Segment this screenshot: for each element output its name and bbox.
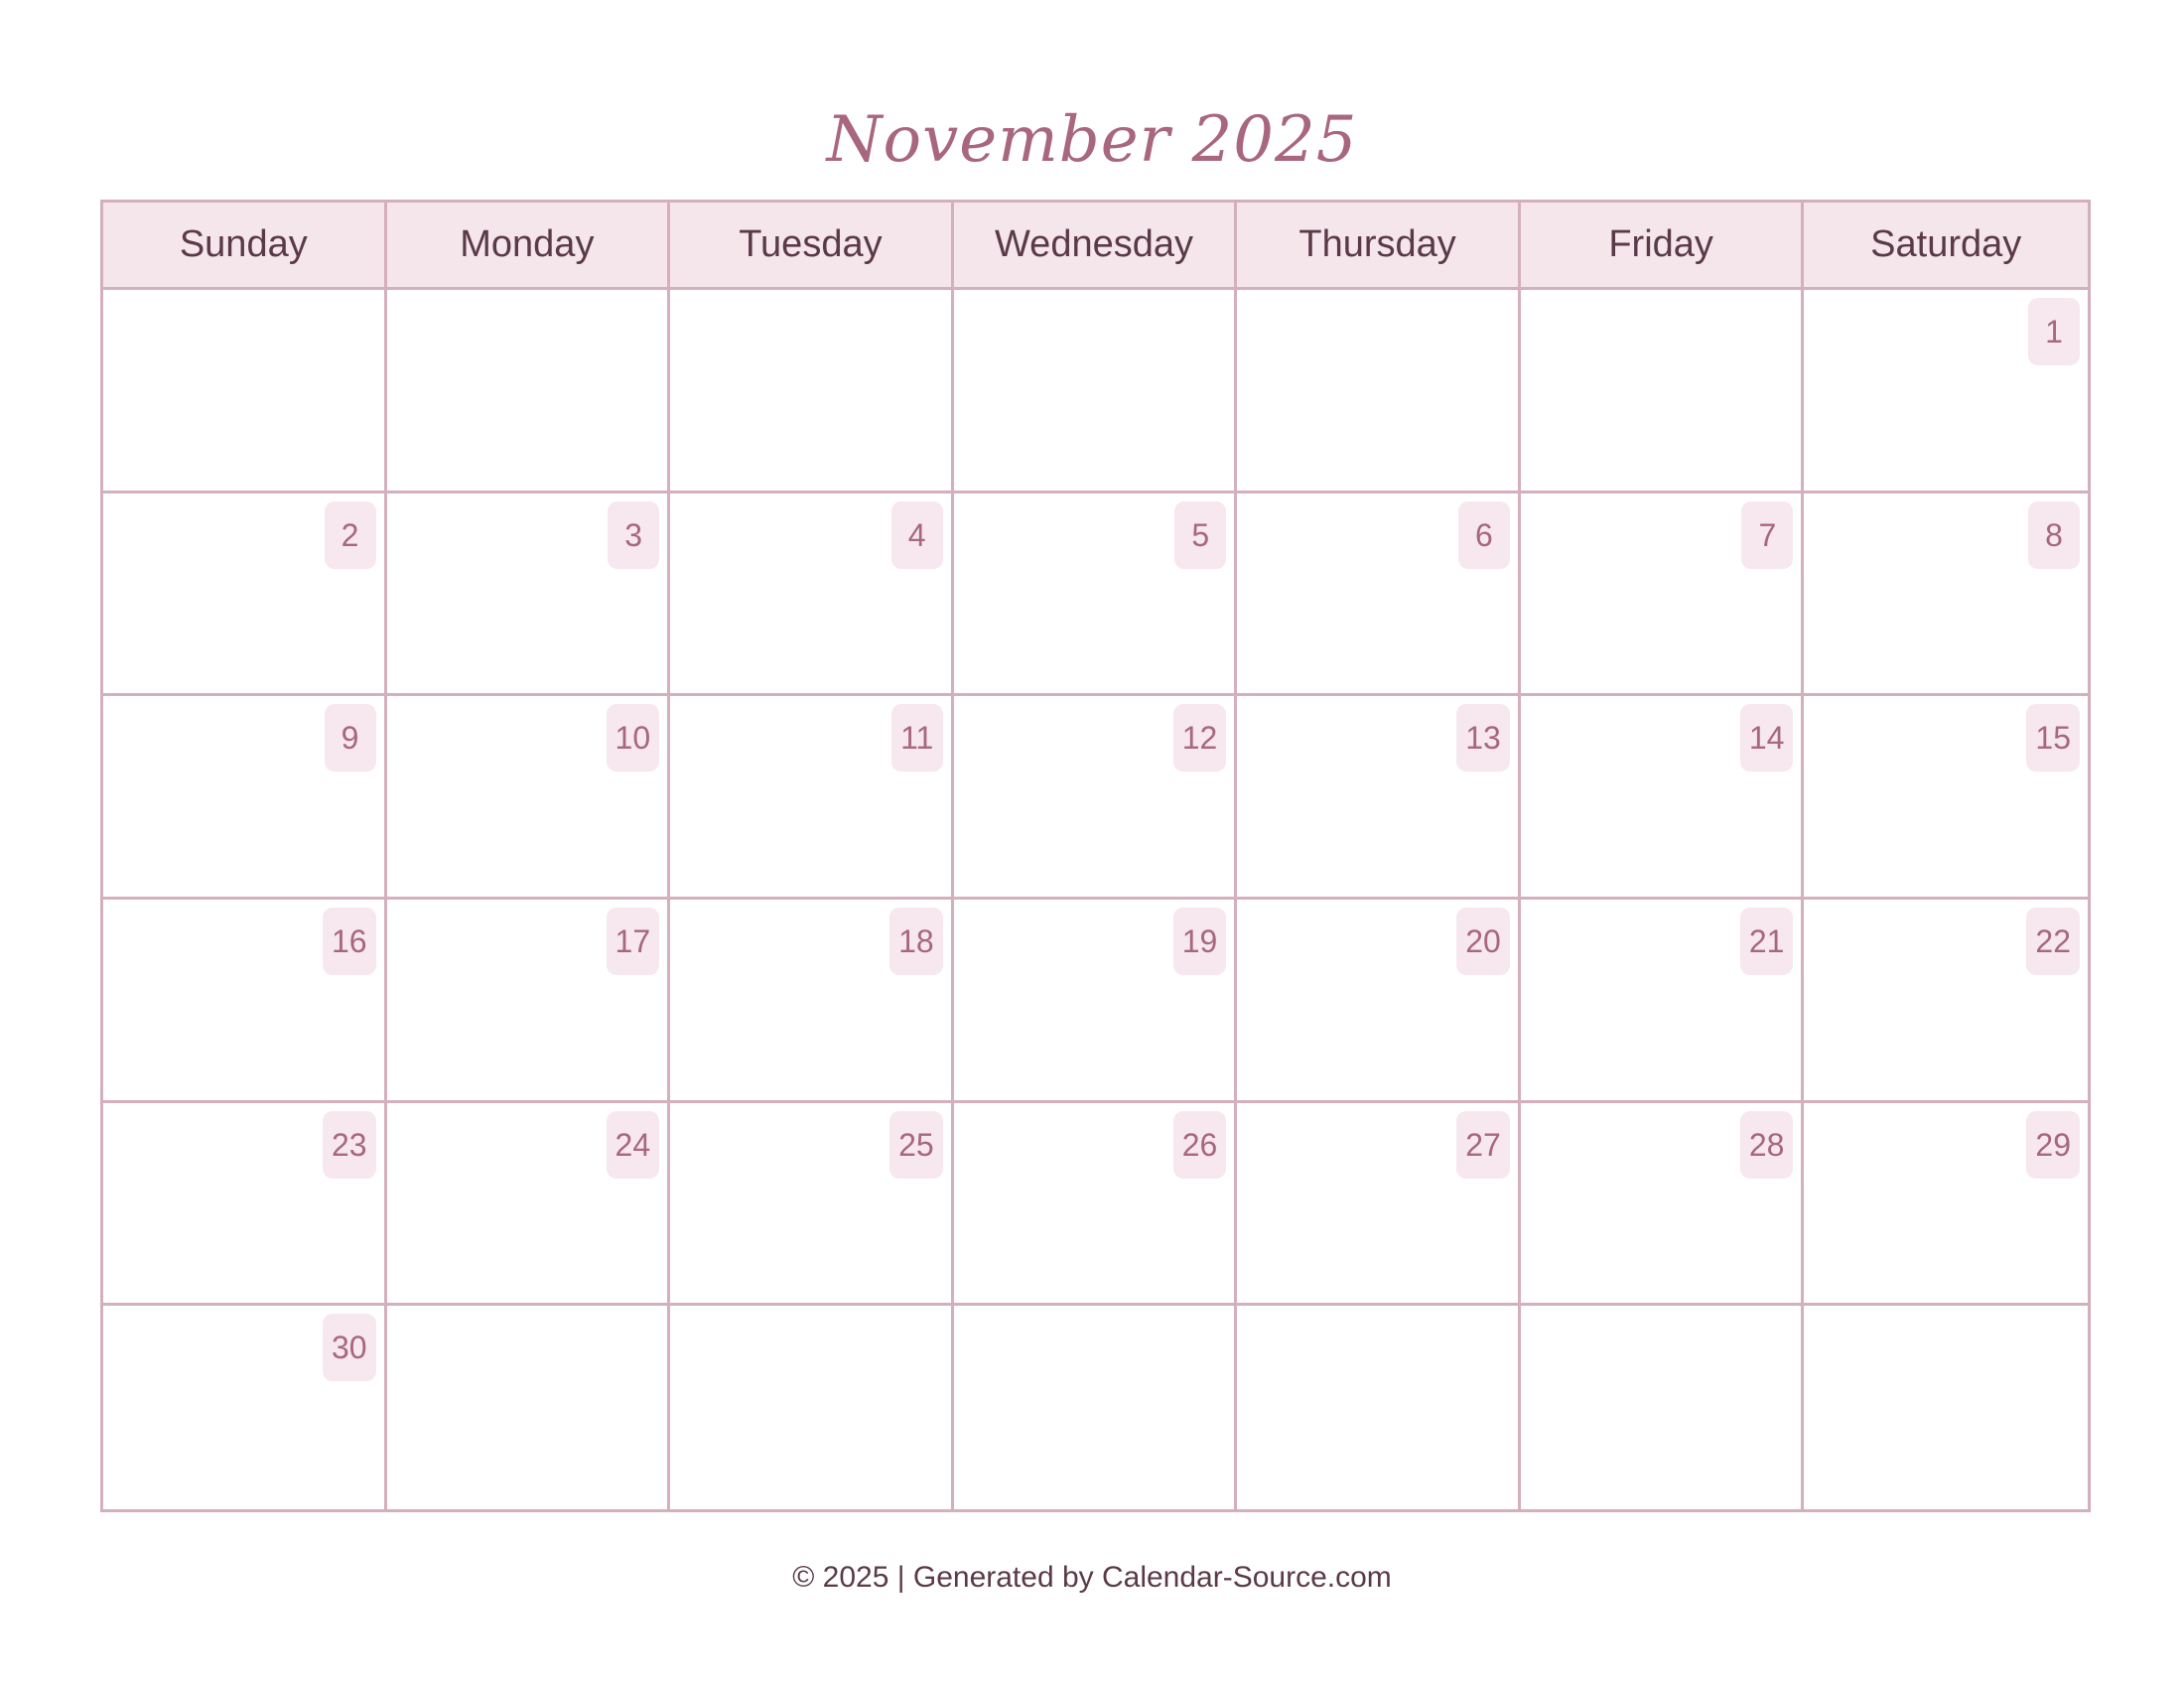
- day-number: 12: [1173, 704, 1227, 772]
- weekday-header-friday: Friday: [1521, 203, 1805, 290]
- empty-day-cell: [103, 290, 387, 493]
- day-cell-30: [103, 1306, 387, 1509]
- day-number: 23: [323, 1111, 376, 1179]
- day-cell-7: [1521, 493, 1805, 697]
- day-cell-5: [954, 493, 1238, 697]
- day-cell-27: [1237, 1103, 1521, 1307]
- day-number: 4: [891, 501, 943, 569]
- empty-day-cell: [1804, 1306, 2088, 1509]
- day-cell-17: [387, 900, 671, 1103]
- empty-day-cell: [1237, 1306, 1521, 1509]
- day-number: 19: [1173, 908, 1227, 975]
- day-number: 7: [1741, 501, 1793, 569]
- day-number: 15: [2026, 704, 2080, 772]
- day-number: 2: [325, 501, 376, 569]
- empty-day-cell: [670, 290, 954, 493]
- day-cell-29: [1804, 1103, 2088, 1307]
- day-number: 9: [325, 704, 376, 772]
- weekday-header-sunday: Sunday: [103, 203, 387, 290]
- day-cell-4: [670, 493, 954, 697]
- day-number: 6: [1458, 501, 1510, 569]
- day-cell-14: [1521, 696, 1805, 900]
- day-number: 28: [1740, 1111, 1794, 1179]
- day-cell-28: [1521, 1103, 1805, 1307]
- day-cell-18: [670, 900, 954, 1103]
- day-cell-6: [1237, 493, 1521, 697]
- day-number: 1: [2028, 298, 2080, 365]
- day-cell-11: [670, 696, 954, 900]
- day-number: 29: [2026, 1111, 2080, 1179]
- empty-day-cell: [1521, 290, 1805, 493]
- empty-day-cell: [954, 290, 1238, 493]
- day-number: 27: [1456, 1111, 1510, 1179]
- day-number: 26: [1173, 1111, 1227, 1179]
- day-cell-3: [387, 493, 671, 697]
- day-cell-1: [1804, 290, 2088, 493]
- day-number: 22: [2026, 908, 2080, 975]
- day-number: 17: [607, 908, 660, 975]
- day-cell-25: [670, 1103, 954, 1307]
- footer-credit: © 2025 | Generated by Calendar-Source.com: [792, 1561, 1392, 1594]
- weekday-header-wednesday: Wednesday: [954, 203, 1238, 290]
- weekday-header-tuesday: Tuesday: [670, 203, 954, 290]
- calendar-title: November 2025: [826, 103, 1358, 177]
- empty-day-cell: [954, 1306, 1238, 1509]
- day-number: 16: [323, 908, 376, 975]
- day-cell-13: [1237, 696, 1521, 900]
- day-cell-8: [1804, 493, 2088, 697]
- day-cell-21: [1521, 900, 1805, 1103]
- day-cell-19: [954, 900, 1238, 1103]
- day-number: 8: [2028, 501, 2080, 569]
- day-cell-23: [103, 1103, 387, 1307]
- day-number: 21: [1740, 908, 1794, 975]
- day-cell-15: [1804, 696, 2088, 900]
- day-number: 11: [891, 704, 943, 772]
- day-cell-10: [387, 696, 671, 900]
- day-number: 18: [889, 908, 943, 975]
- empty-day-cell: [670, 1306, 954, 1509]
- empty-day-cell: [1237, 290, 1521, 493]
- day-cell-20: [1237, 900, 1521, 1103]
- day-cell-26: [954, 1103, 1238, 1307]
- day-cell-2: [103, 493, 387, 697]
- day-cell-9: [103, 696, 387, 900]
- day-cell-24: [387, 1103, 671, 1307]
- day-number: 25: [889, 1111, 943, 1179]
- empty-day-cell: [1521, 1306, 1805, 1509]
- day-number: 14: [1740, 704, 1794, 772]
- day-cell-12: [954, 696, 1238, 900]
- weekday-header-saturday: Saturday: [1804, 203, 2088, 290]
- calendar-grid: [100, 200, 2091, 1512]
- day-number: 20: [1456, 908, 1510, 975]
- day-number: 24: [607, 1111, 660, 1179]
- day-number: 3: [608, 501, 659, 569]
- empty-day-cell: [387, 290, 671, 493]
- day-number: 30: [323, 1314, 376, 1381]
- day-number: 13: [1456, 704, 1510, 772]
- day-number: 10: [607, 704, 660, 772]
- day-number: 5: [1174, 501, 1226, 569]
- weekday-header-monday: Monday: [387, 203, 671, 290]
- empty-day-cell: [387, 1306, 671, 1509]
- weekday-header-thursday: Thursday: [1237, 203, 1521, 290]
- day-cell-22: [1804, 900, 2088, 1103]
- day-cell-16: [103, 900, 387, 1103]
